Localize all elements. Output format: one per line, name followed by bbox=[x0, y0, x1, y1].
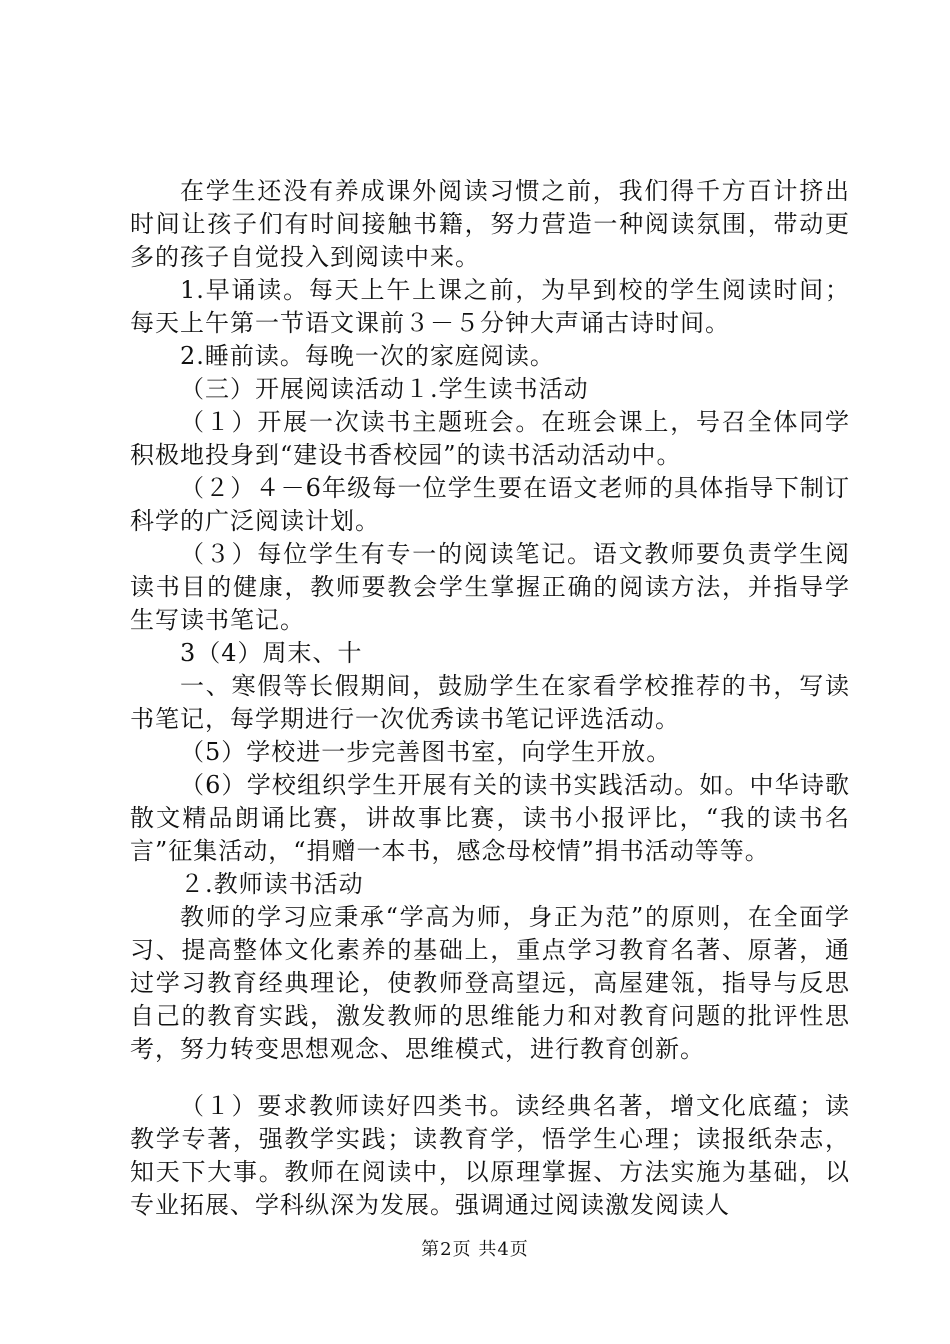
paragraph-spacer bbox=[130, 1066, 850, 1090]
paragraph-intro: 在学生还没有养成课外阅读习惯之前，我们得千方百计挤出时间让孩子们有时间接触书籍，努力营造一种阅读氛围，带动更多的孩子自觉投入到阅读中来。 bbox=[130, 177, 850, 271]
paragraph-teacher-item-1: （１）要求教师读好四类书。读经典名著，增文化底蕴；读教学专著，强教学实践；读教育学，悟学生心理；读报纸杂志，知天下大事。教师在阅读中，以原理掌握、方法实施为基础，以专业拓展、学科纵深为发展。强调通过阅读激发阅读人 bbox=[130, 1092, 850, 1219]
paragraph-item-6: （6）学校组织学生开展有关的读书实践活动。如。中华诗歌散文精品朗诵比赛，讲故事比赛，读书小报评比，“我的读书名言”征集活动，“捐赠一本书，感念母校情”捐书活动等等。 bbox=[130, 771, 850, 865]
paragraph-item-5: （5）学校进一步完善图书室，向学生开放。 bbox=[180, 738, 672, 766]
paragraph-bedtime-reading: 2.睡前读。每晚一次的家庭阅读。 bbox=[180, 342, 555, 370]
paragraph-item-1: （１）开展一次读书主题班会。在班会课上，号召全体同学积极地投身到“建设书香校园”的读书活动活动中。 bbox=[130, 408, 850, 469]
paragraph-teacher-learning: 教师的学习应秉承“学高为师，身正为范”的原则，在全面学习、提高整体文化素养的基础上，重点学习教育名著、原著，通过学习教育经典理论，使教师登高望远，高屋建瓴，指导与反思自己的教育实践，激发教师的思维能力和对教育问题的批评性思考，努力转变思想观念、思维模式，进行教育创新。 bbox=[130, 903, 850, 1063]
page-number-footer: 第2页 共4页 bbox=[421, 1239, 529, 1260]
paragraph-item-4-start: 3（4）周末、十 bbox=[180, 639, 363, 667]
paragraph-item-2: （２）４－6年级每一位学生要在语文老师的具体指导下制订科学的广泛阅读计划。 bbox=[130, 474, 850, 535]
paragraph-item-3: （３）每位学生有专一的阅读笔记。语文教师要负责学生阅读书目的健康，教师要教会学生掌握正确的阅读方法，并指导学生写读书笔记。 bbox=[130, 540, 850, 634]
document-body bbox=[130, 175, 850, 1222]
heading-student-activities: （三）开展阅读活动１.学生读书活动 bbox=[180, 375, 589, 403]
heading-teacher-activities: ２.教师读书活动 bbox=[180, 870, 364, 898]
paragraph-item-4-cont: 一、寒假等长假期间，鼓励学生在家看学校推荐的书，写读书笔记，每学期进行一次优秀读书笔记评选活动。 bbox=[130, 672, 850, 733]
paragraph-morning-reading: 1.早诵读。每天上午上课之前，为早到校的学生阅读时间；每天上午第一节语文课前３－５分钟大声诵古诗时间。 bbox=[130, 276, 850, 337]
